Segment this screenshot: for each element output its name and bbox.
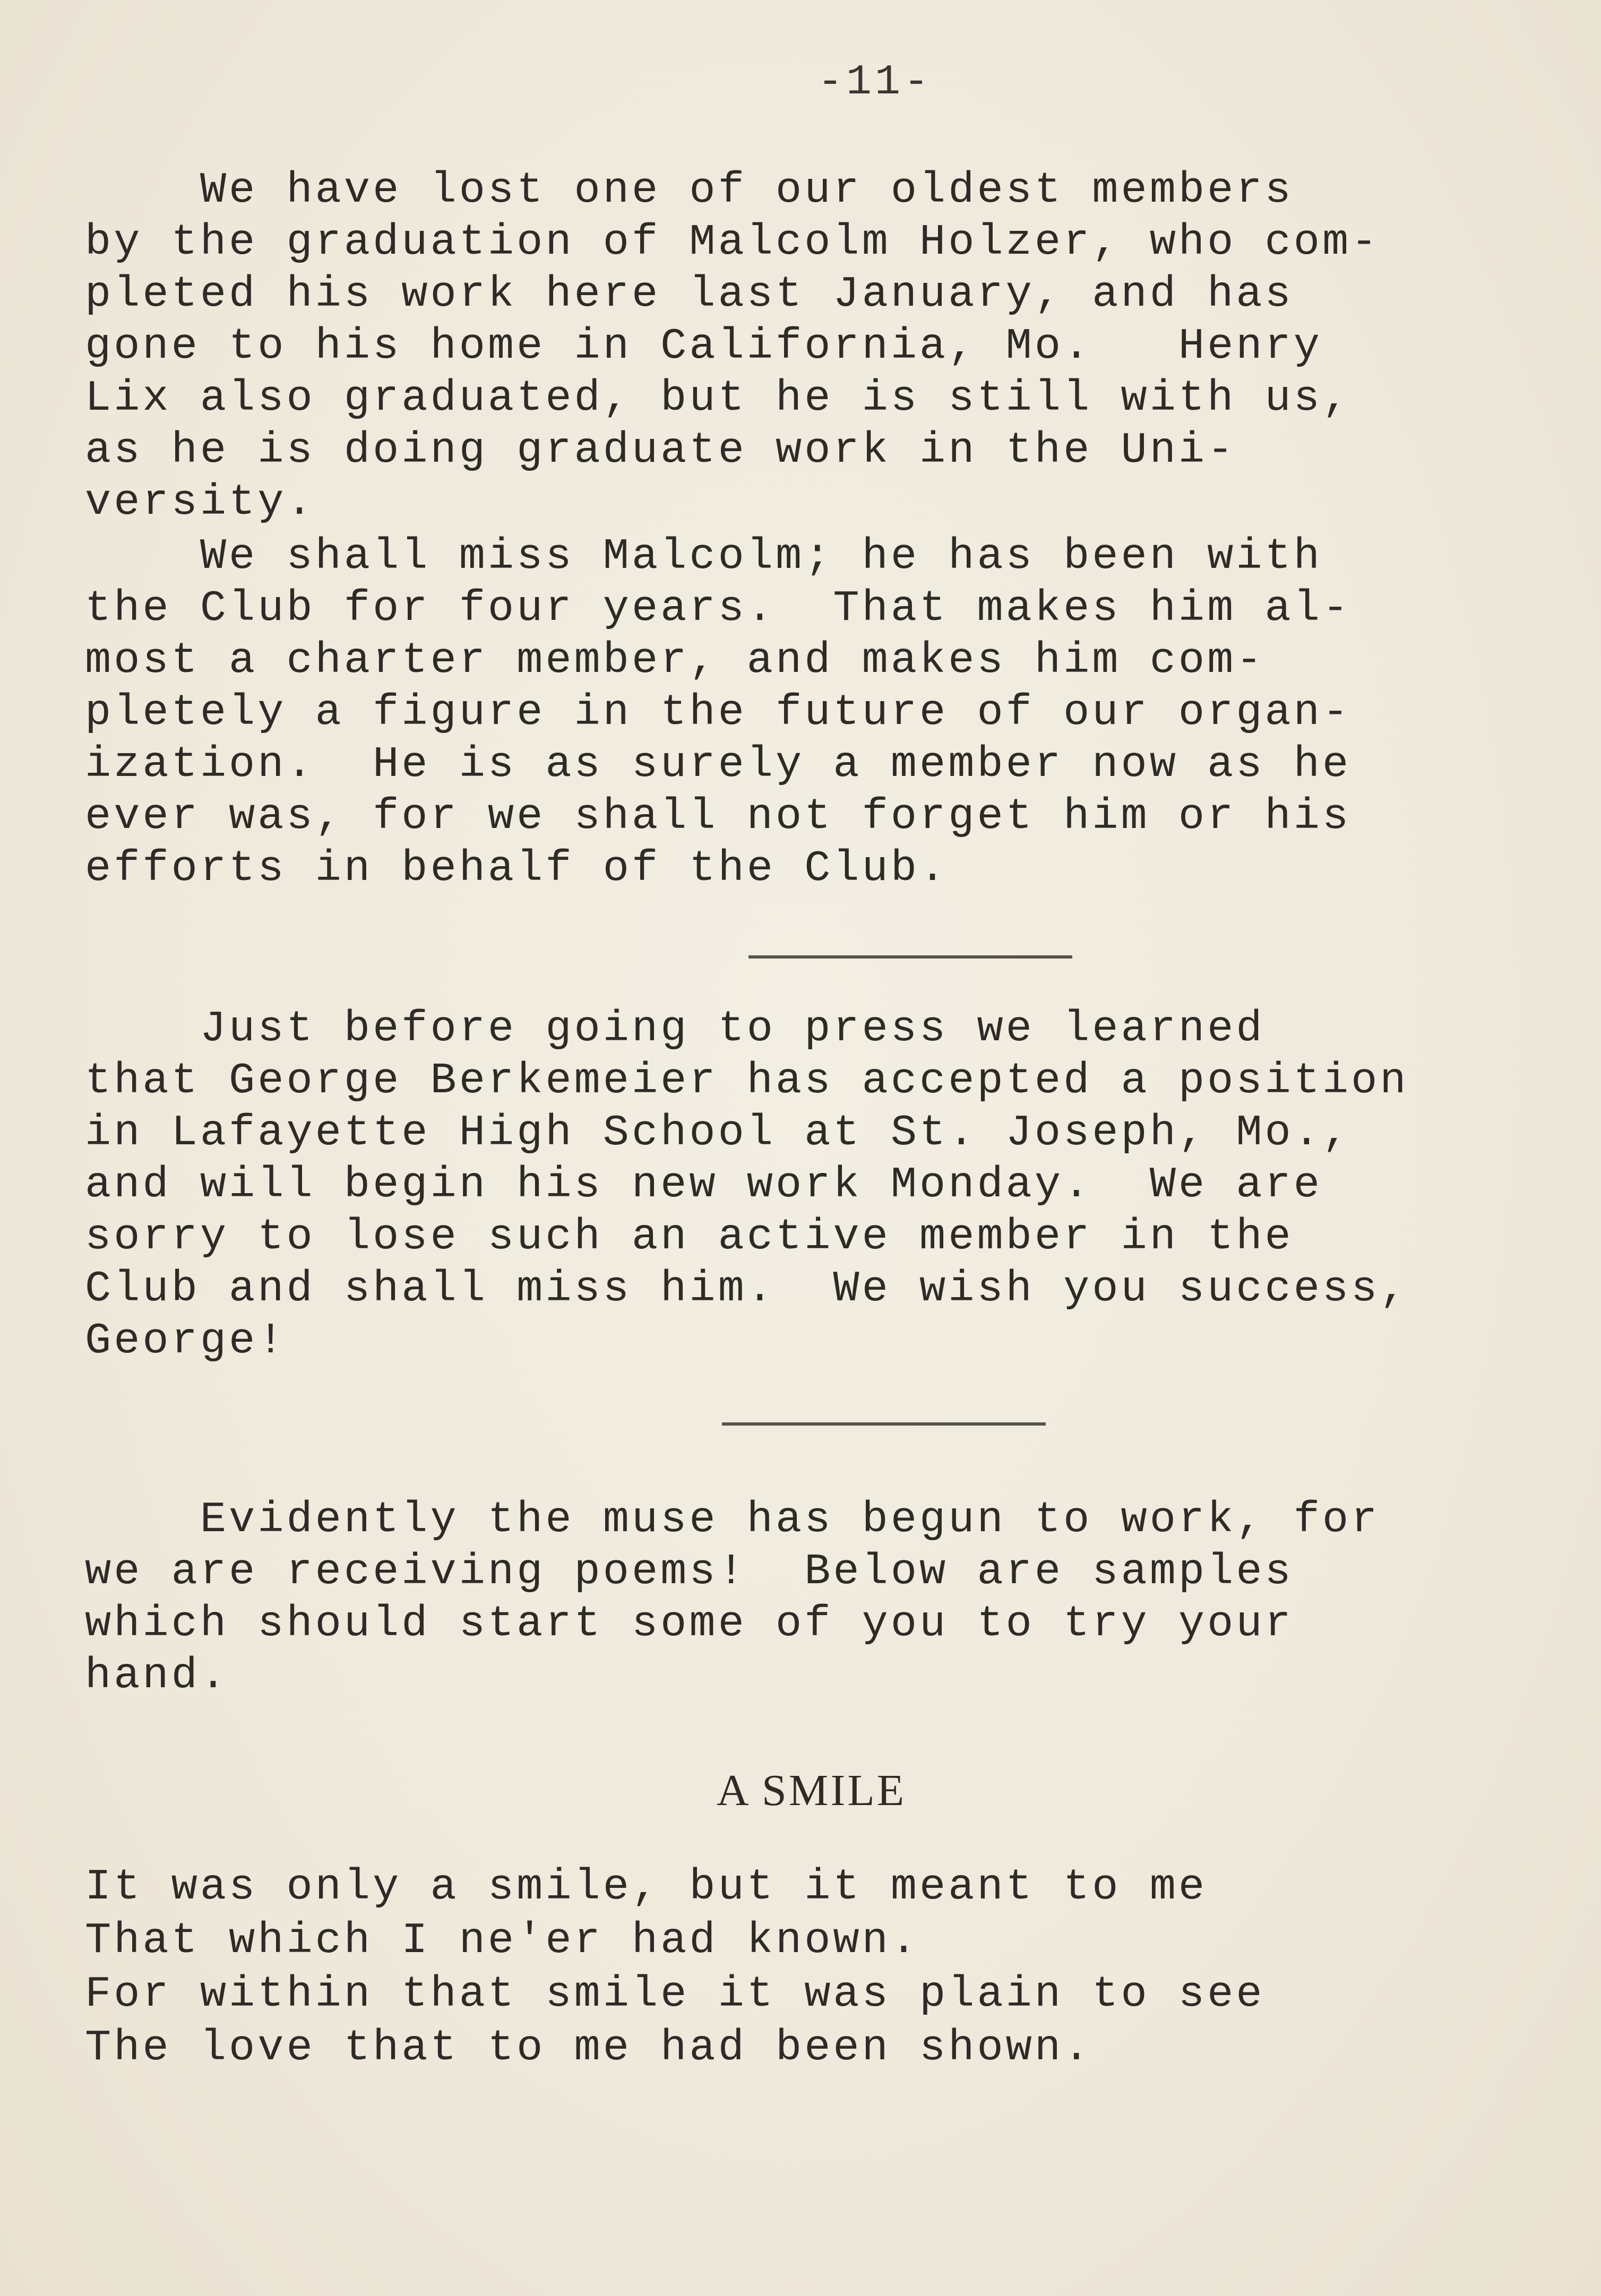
- text-line: pleted his work here last January, and has: [85, 270, 1294, 319]
- text-line: as he is doing graduate work in the Uni-: [85, 426, 1236, 475]
- text-line: efforts in behalf of the Club.: [85, 844, 949, 893]
- paragraph-holzer-graduation: [85, 165, 1529, 529]
- poem-line: That which I ne'er had known.: [85, 1916, 920, 1965]
- poem-body: [85, 1860, 1529, 2075]
- text-line: George!: [85, 1316, 287, 1366]
- text-line: sorry to lose such an active member in the: [85, 1212, 1294, 1262]
- text-line: ization. He is as surely a member now as he: [85, 740, 1352, 789]
- text-line: by the graduation of Malcolm Holzer, who com-: [85, 218, 1380, 267]
- paragraph-berkemeier-position: [85, 1003, 1529, 1367]
- text-line: gone to his home in California, Mo. Henry: [85, 322, 1322, 371]
- text-line: Just before going to press we learned: [85, 1004, 1265, 1054]
- text-line: pletely a figure in the future of our organ-: [85, 688, 1352, 737]
- text-line: Club and shall miss him. We wish you success,: [85, 1264, 1409, 1314]
- text-line: Evidently the muse has begun to work, for: [85, 1495, 1380, 1544]
- text-line: that George Berkemeier has accepted a position: [85, 1056, 1409, 1106]
- text-line: the Club for four years. That makes him al-: [85, 584, 1352, 633]
- text-line: ever was, for we shall not forget him or his: [85, 792, 1352, 841]
- text-line: most a charter member, and makes him com-: [85, 636, 1265, 685]
- text-line: which should start some of you to try your: [85, 1599, 1294, 1648]
- text-line: We shall miss Malcolm; he has been with: [85, 532, 1322, 581]
- text-line: we are receiving poems! Below are samples: [85, 1547, 1294, 1596]
- poem-line: The love that to me had been shown.: [85, 2023, 1092, 2073]
- section-divider: [748, 955, 1072, 959]
- page-number: -11-: [817, 58, 933, 107]
- text-line: versity.: [85, 478, 315, 527]
- poem-title: A SMILE: [717, 1766, 907, 1815]
- text-line: hand.: [85, 1651, 229, 1701]
- section-divider: [722, 1422, 1046, 1426]
- paragraph-poems-intro: [85, 1494, 1529, 1702]
- paragraph-miss-malcolm: [85, 531, 1529, 895]
- text-line: Lix also graduated, but he is still with us,: [85, 374, 1352, 423]
- text-line: and will begin his new work Monday. We are: [85, 1160, 1322, 1210]
- text-line: in Lafayette High School at St. Joseph, Mo.,: [85, 1108, 1352, 1158]
- text-line: We have lost one of our oldest members: [85, 166, 1294, 215]
- poem-line: It was only a smile, but it meant to me: [85, 1862, 1208, 1912]
- poem-line: For within that smile it was plain to see: [85, 1970, 1265, 2019]
